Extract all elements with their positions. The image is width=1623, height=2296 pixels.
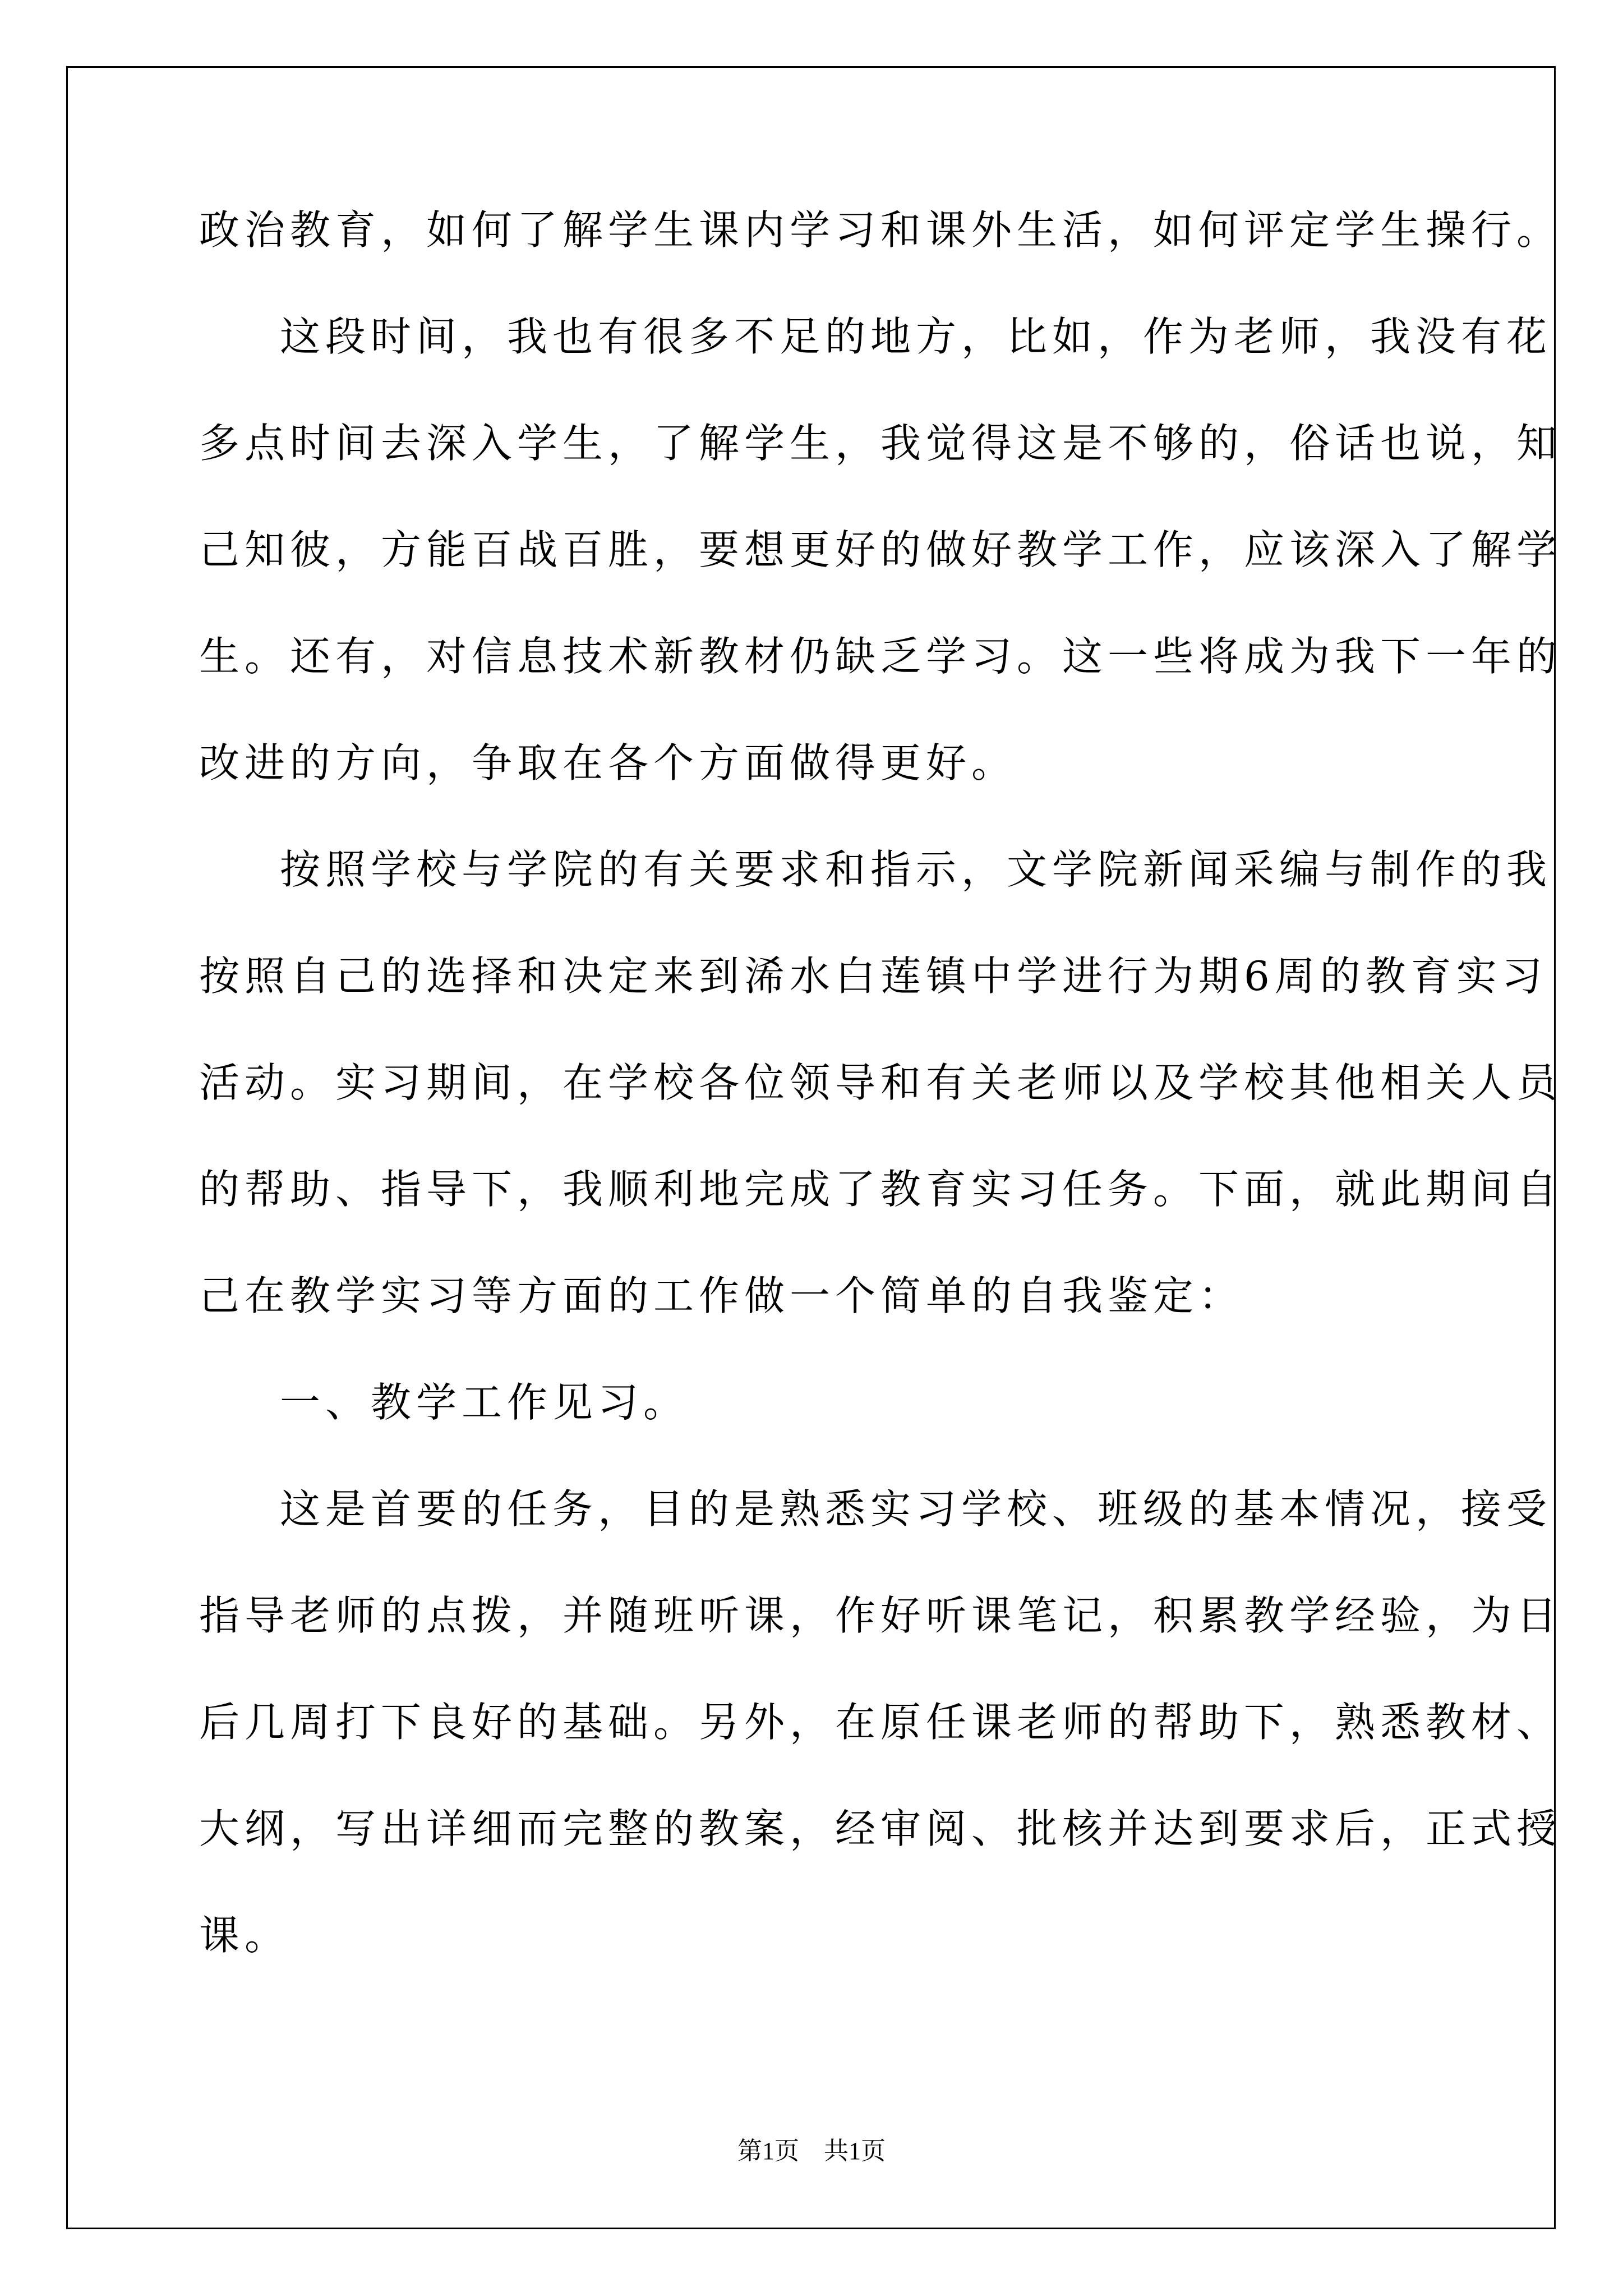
page-border	[66, 66, 1556, 2229]
text-line: 这是首要的任务，目的是熟悉实习学校、班级的基本情况，接受	[280, 1485, 1552, 1533]
page-total: 共1页	[824, 2137, 886, 2165]
text-line: 改进的方向，争取在各个方面做得更好。	[199, 739, 1017, 786]
section-heading: 一、教学工作见习。	[280, 1379, 689, 1426]
text-line: 后几周打下良好的基础。另外，在原任课老师的帮助下，熟悉教材、	[199, 1699, 1562, 1746]
text-line: 己在教学实习等方面的工作做一个简单的自我鉴定：	[199, 1272, 1244, 1319]
text-line: 生。还有，对信息技术新教材仍缺乏学习。这一些将成为我下一年的	[199, 633, 1562, 680]
text-line: 这段时间，我也有很多不足的地方，比如，作为老师，我没有花	[280, 313, 1552, 360]
text-line: 大纲，写出详细而完整的教案，经审阅、批核并达到要求后，正式授	[199, 1805, 1562, 1852]
text-line: 政治教育，如何了解学生课内学习和课外生活，如何评定学生操行。	[199, 206, 1562, 254]
text-line: 按照自己的选择和决定来到浠水白莲镇中学进行为期6周的教育实习	[199, 953, 1547, 1000]
text-line: 己知彼，方能百战百胜，要想更好的做好教学工作，应该深入了解学	[199, 526, 1562, 573]
page-footer	[0, 2134, 1623, 2168]
text-line: 活动。实习期间，在学校各位领导和有关老师以及学校其他相关人员	[199, 1059, 1562, 1106]
page-number: 第1页	[737, 2137, 799, 2165]
text-line: 的帮助、指导下，我顺利地完成了教育实习任务。下面，就此期间自	[199, 1166, 1562, 1213]
text-line: 指导老师的点拨，并随班听课，作好听课笔记，积累教学经验，为日	[199, 1592, 1562, 1639]
text-line: 按照学校与学院的有关要求和指示，文学院新闻采编与制作的我	[280, 846, 1552, 893]
text-line: 多点时间去深入学生，了解学生，我觉得这是不够的，俗话也说，知	[199, 420, 1562, 467]
text-line: 课。	[199, 1912, 291, 1959]
